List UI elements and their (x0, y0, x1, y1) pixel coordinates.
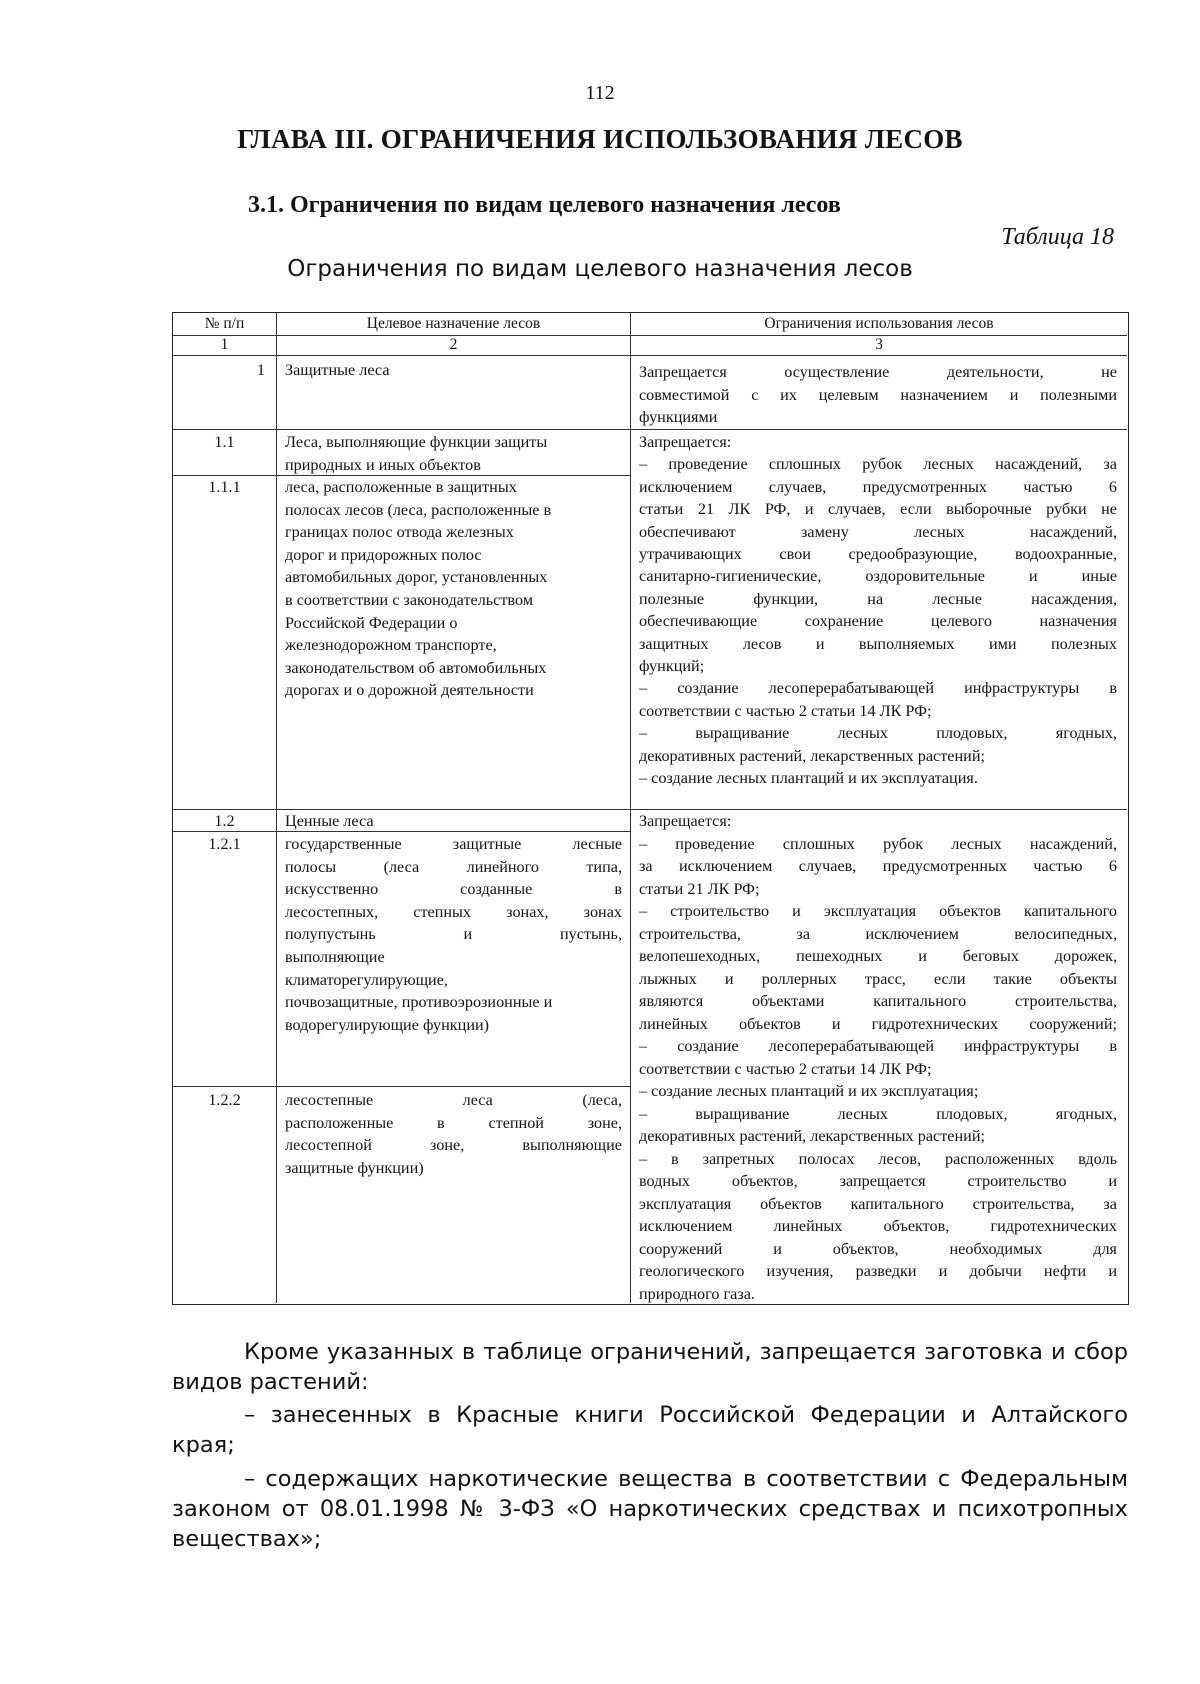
cell-line: Запрещается осуществление деятельности, не (639, 363, 1117, 381)
cell-line: – выращивание лесных плодовых, ягодных, (639, 724, 1117, 743)
paragraph-line: законом от 08.01.1998 № 3-ФЗ «О наркотических средствах и психотропных (172, 1496, 1128, 1522)
cell-line: – выращивание лесных плодовых, ягодных, (639, 1104, 1117, 1123)
row-number: 1.1 (214, 433, 235, 451)
cell-line: железнодорожном транспорте, (285, 636, 497, 655)
cell-line: государственные защитные лесные (285, 835, 622, 853)
cell-line: исключением случаев, предусмотренных частью 6 (639, 477, 1117, 496)
cell-line: статьи 21 ЛК РФ, и случаев, если выборочные рубки не (639, 500, 1117, 519)
row-divider (173, 429, 1127, 430)
cell-line: декоративных растений, лекарственных растений; (639, 746, 985, 765)
row-number: 1.2 (214, 812, 235, 830)
cell-line: законодательством об автомобильных (285, 658, 547, 677)
header-purpose: Целевое назначение лесов (366, 315, 541, 332)
row-divider (173, 1086, 630, 1087)
cell-line: природного газа. (639, 1284, 755, 1303)
col-divider (276, 313, 277, 1303)
cell-line: Защитные леса (285, 361, 390, 379)
cell-line: дорог и придорожных полос (285, 545, 482, 564)
purpose-cell (285, 1089, 622, 1179)
cell-line: искусственно созданные в (285, 880, 622, 899)
cell-line: границах полос отвода железных (285, 523, 514, 542)
cell-line: обеспечивают замену лесных насаждений, (639, 522, 1117, 541)
cell-line: леса, расположенные в защитных (285, 478, 517, 496)
cell-line: Запрещается: (639, 812, 732, 830)
restrictions-cell (639, 810, 1117, 1305)
column-number: 1 (220, 336, 229, 353)
header-num: № п/п (204, 315, 245, 332)
cell-line: статьи 21 ЛК РФ; (639, 879, 760, 898)
cell-line: исключением линейных объектов, гидротехнических (639, 1217, 1117, 1235)
column-number: 2 (449, 336, 458, 353)
paragraph-line: – содержащих наркотические вещества в соответствии с Федеральным (244, 1466, 1128, 1492)
purpose-cell (285, 810, 622, 833)
cell-line: утрачивающих свои средообразующие, водоохранные, (639, 545, 1117, 564)
purpose-cell (285, 359, 622, 382)
cell-line: – создание лесных плантаций и их эксплуатация. (639, 769, 978, 788)
cell-line: автомобильных дорог, установленных (285, 568, 548, 587)
cell-line: в соответствии с законодательством (285, 590, 533, 609)
paragraph-line: видов растений: (172, 1369, 369, 1395)
cell-line: выполняющие (285, 947, 385, 966)
cell-line: обеспечивающие сохранение целевого назначения (639, 612, 1117, 631)
cell-line: – в запретных полосах лесов, расположенных вдоль (639, 1149, 1117, 1168)
cell-line: Российской Федерации о (285, 613, 458, 632)
cell-line: водорегулирующие функции) (285, 1015, 490, 1034)
restrictions-cell (639, 431, 1117, 790)
cell-line: природных и иных объектов (285, 455, 481, 474)
cell-line: функциями (639, 408, 718, 427)
cell-line: соответствии с частью 2 статьи 14 ЛК РФ; (639, 1059, 932, 1078)
header-restrictions: Ограничения использования лесов (764, 315, 994, 332)
cell-line: лыжных и роллерных трасс, если такие объекты (639, 969, 1117, 988)
cell-line: Леса, выполняющие функции защиты (285, 433, 548, 451)
row-number: 1.2.1 (208, 835, 241, 853)
cell-line: соответствии с частью 2 статьи 14 ЛК РФ; (639, 701, 932, 720)
cell-line: Запрещается: (639, 433, 732, 451)
cell-line: расположенные в степной зоне, (285, 1113, 622, 1132)
cell-line: полупустынь и пустынь, (285, 925, 622, 944)
cell-line: строительства, за исключением велосипедных, (639, 924, 1117, 943)
cell-line: сооружений и объектов, необходимых для (639, 1239, 1117, 1258)
cell-line: декоративных растений, лекарственных растений; (639, 1127, 985, 1145)
cell-line: – проведение сплошных рубок лесных насаждений, (639, 834, 1117, 853)
body-paragraph (172, 1337, 1128, 1397)
table-number: Таблица 18 (1001, 224, 1114, 250)
purpose-cell (285, 431, 622, 476)
cell-line: дорогах и о дорожной деятельности (285, 681, 534, 700)
page-number: 112 (585, 82, 615, 104)
paragraph-line: края; (172, 1432, 235, 1458)
table-title: Ограничения по видам целевого назначения лесов (287, 256, 913, 282)
purpose-cell (285, 833, 622, 1036)
cell-line: совместимой с их целевым назначением и полезными (639, 385, 1117, 404)
cell-line: велопешеходных, пешеходных и беговых дорожек, (639, 947, 1117, 965)
row-number: 1.2.2 (208, 1091, 241, 1109)
cell-line: полосы (леса линейного типа, (285, 857, 622, 876)
cell-line: – создание лесоперерабатывающей инфраструктуры в (639, 679, 1117, 698)
restrictions-cell (639, 361, 1117, 429)
column-number: 3 (875, 336, 883, 353)
body-paragraph (172, 1464, 1128, 1554)
cell-line: функций; (639, 657, 705, 676)
cell-line: санитарно-гигиенические, оздоровительные и иные (639, 567, 1117, 586)
cell-line: защитные функции) (285, 1158, 424, 1177)
cell-line: за исключением случаев, предусмотренных частью 6 (639, 857, 1117, 875)
purpose-cell (285, 476, 622, 702)
cell-line: – строительство и эксплуатация объектов капитального (639, 902, 1117, 920)
cell-line: лесостепной зоне, выполняющие (285, 1136, 622, 1155)
cell-line: лесостепные леса (леса, (285, 1091, 622, 1109)
cell-line: климаторегулирующие, (285, 970, 448, 989)
cell-line: геологического изучения, разведки и добычи нефти и (639, 1262, 1117, 1280)
paragraph-line: Кроме указанных в таблице ограничений, запрещается заготовка и сбор (244, 1339, 1128, 1365)
cell-line: являются объектами капитального строительства, (639, 992, 1117, 1010)
cell-line: эксплуатация объектов капитального строительства, за (639, 1194, 1117, 1213)
cell-line: – создание лесоперерабатывающей инфраструктуры в (639, 1037, 1117, 1055)
section-title: 3.1. Ограничения по видам целевого назначения лесов (248, 192, 841, 218)
cell-line: полезные функции, на лесные насаждения, (639, 589, 1117, 608)
cell-line: линейных объектов и гидротехнических сооружений; (639, 1014, 1117, 1033)
row-number: 1.1.1 (208, 478, 241, 496)
chapter-title: ГЛАВА III. ОГРАНИЧЕНИЯ ИСПОЛЬЗОВАНИЯ ЛЕСОВ (237, 124, 963, 154)
body-paragraph (172, 1400, 1128, 1460)
cell-line: полосах лесов (леса, расположенные в (285, 500, 552, 519)
col-divider (630, 313, 631, 1303)
paragraph-line: – занесенных в Красные книги Российской Федерации и Алтайского (244, 1402, 1128, 1428)
cell-line: защитных лесов и выполняемых ими полезных (639, 634, 1117, 653)
cell-line: лесостепных, степных зонах, зонах (285, 902, 622, 921)
cell-line: почвозащитные, противоэрозионные и (285, 993, 553, 1012)
restrictions-table (172, 312, 1129, 1305)
cell-line: Ценные леса (285, 812, 374, 830)
row-number: 1 (256, 361, 265, 379)
cell-line: – проведение сплошных рубок лесных насаждений, за (639, 455, 1117, 474)
cell-line: – создание лесных плантаций и их эксплуатация; (639, 1082, 979, 1100)
cell-line: водных объектов, запрещается строительство и (639, 1172, 1117, 1190)
row-divider (173, 355, 1127, 356)
paragraph-line: веществах»; (172, 1526, 322, 1552)
